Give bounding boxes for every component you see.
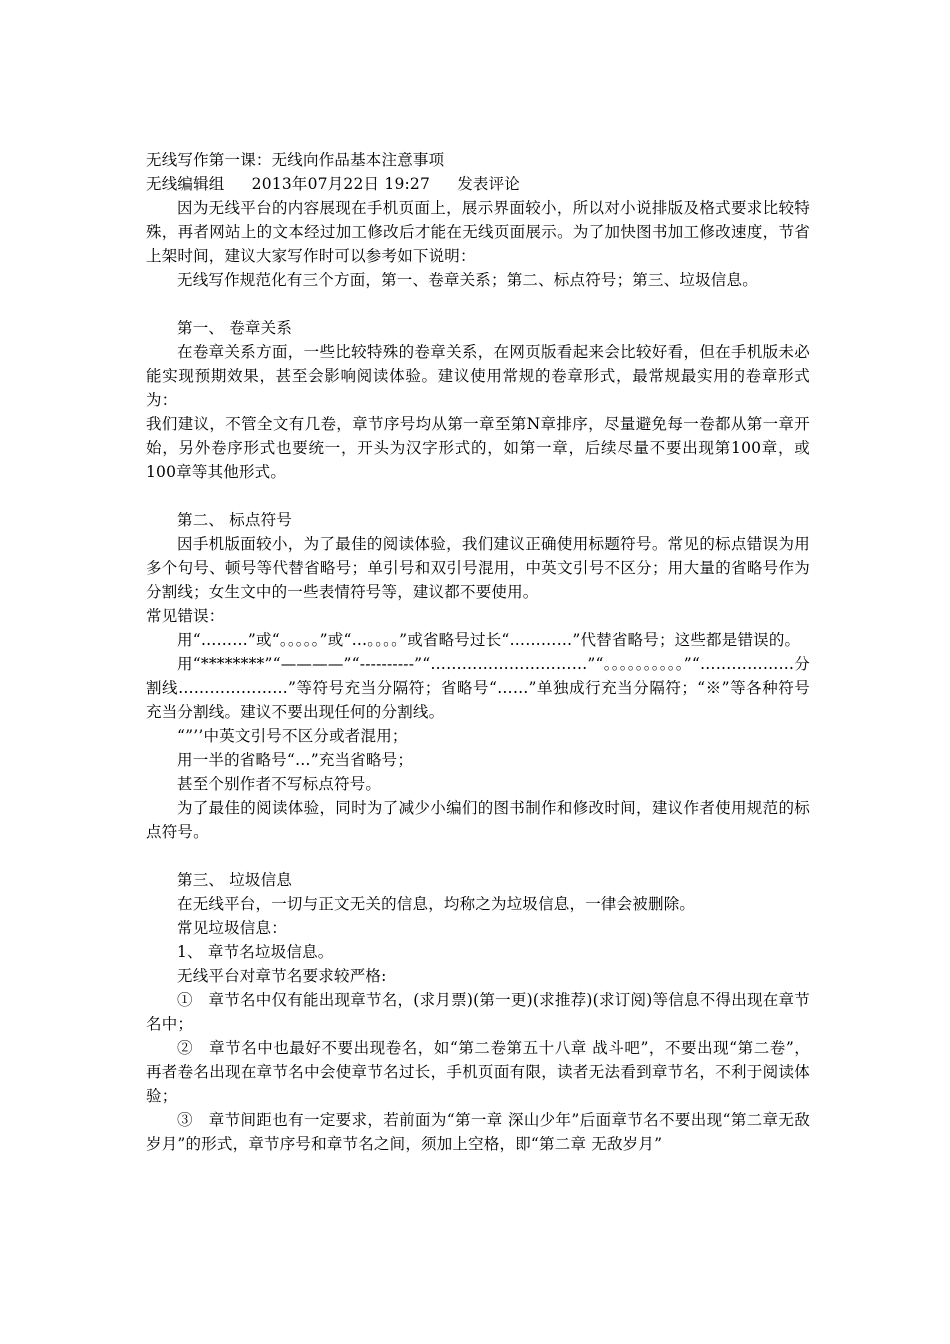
section2-paragraph-8: 为了最佳的阅读体验，同时为了减少小编们的图书制作和修改时间，建议作者使用规范的标点符号。 (146, 799, 810, 841)
section2-paragraph-6: 用一半的省略号“…”充当省略号； (177, 751, 414, 769)
section-heading-3: 第三、 垃圾信息 (177, 871, 293, 889)
spacer (146, 484, 810, 508)
section2-paragraph-7: 甚至个别作者不写标点符号。 (177, 775, 382, 793)
section2-paragraph-2: 常见错误： (146, 607, 225, 625)
section2-paragraph-4: 用“********”“————”“----------”“…………………………”“。。。。。。。。。。”“………………分割线…………………”等符号充当分隔符；省略号“……”单独成行充当分隔符；“※”等各种符号充当分割线。建议不要出现任何的分割线。 (146, 655, 810, 721)
section2-paragraph-5: “”’’中英文引号不区分或者混用； (177, 727, 408, 745)
section3-paragraph-5: ① 章节名中仅有能出现章节名，(求月票)(第一更)(求推荐)(求订阅)等信息不得出现在章节名中； (146, 991, 810, 1033)
section3-paragraph-6: ② 章节名中也最好不要出现卷名，如“第二卷第五十八章 战斗吧”，不要出现“第二卷”，再者卷名出现在章节名中会使章节名过长，手机页面有限，读者无法看到章节名，不利于阅读体验； (146, 1039, 810, 1105)
section3-paragraph-7: ③ 章节间距也有一定要求，若前面为“第一章 深山少年”后面章节名不要出现“第二章无敌岁月”的形式，章节序号和章节名之间，须加上空格，即“第二章 无敌岁月” (146, 1111, 810, 1153)
author-name: 无线编辑组 (146, 175, 225, 193)
section1-paragraph-2: 我们建议，不管全文有几卷，章节序号均从第一章至第N章排序，尽量避免每一卷都从第一章开始，另外卷序形式也要统一，开头为汉字形式的，如第一章，后续尽量不要出现第100章，或100章等其他形式。 (146, 415, 810, 481)
document-title: 无线写作第一课：无线向作品基本注意事项 (146, 151, 445, 169)
publish-datetime: 2013年07月22日 19:27 (251, 175, 431, 193)
section-heading-1: 第一、 卷章关系 (177, 319, 293, 337)
intro-paragraph-2: 无线写作规范化有三个方面，第一、卷章关系；第二、标点符号；第三、垃圾信息。 (177, 271, 758, 289)
section2-paragraph-1: 因手机版面较小，为了最佳的阅读体验，我们建议正确使用标题符号。常见的标点错误为用多个句号、顿号等代替省略号；单引号和双引号混用，中英文引号不区分；用大量的省略号作为分割线；女生文中的一些表情符号等，建议都不要使用。 (146, 535, 810, 601)
section1-paragraph-1: 在卷章关系方面，一些比较特殊的卷章关系，在网页版看起来会比较好看，但在手机版未必能实现预期效果，甚至会影响阅读体验。建议使用常规的卷章形式，最常规最实用的卷章形式为： (146, 343, 810, 409)
document-page (146, 148, 810, 1156)
comment-link[interactable]: 发表评论 (457, 175, 520, 193)
section-heading-2: 第二、 标点符号 (177, 511, 293, 529)
section3-paragraph-4: 无线平台对章节名要求较严格: (177, 967, 387, 985)
section3-paragraph-1: 在无线平台，一切与正文无关的信息，均称之为垃圾信息，一律会被删除。 (177, 895, 696, 913)
document-meta (146, 172, 810, 196)
section2-paragraph-3: 用“………”或“。。。。。”或“…。。。。”或省略号过长“…………”代替省略号；这些都是错误的。 (177, 631, 801, 649)
spacer (146, 844, 810, 868)
spacer (146, 292, 810, 316)
section3-paragraph-3: 1、 章节名垃圾信息。 (177, 943, 334, 961)
section3-paragraph-2: 常见垃圾信息： (177, 919, 287, 937)
intro-paragraph-1: 因为无线平台的内容展现在手机页面上，展示界面较小，所以对小说排版及格式要求比较特殊，再者网站上的文本经过加工修改后才能在无线页面展示。为了加快图书加工修改速度，节省上架时间，建议大家写作时可以参考如下说明： (146, 199, 810, 265)
